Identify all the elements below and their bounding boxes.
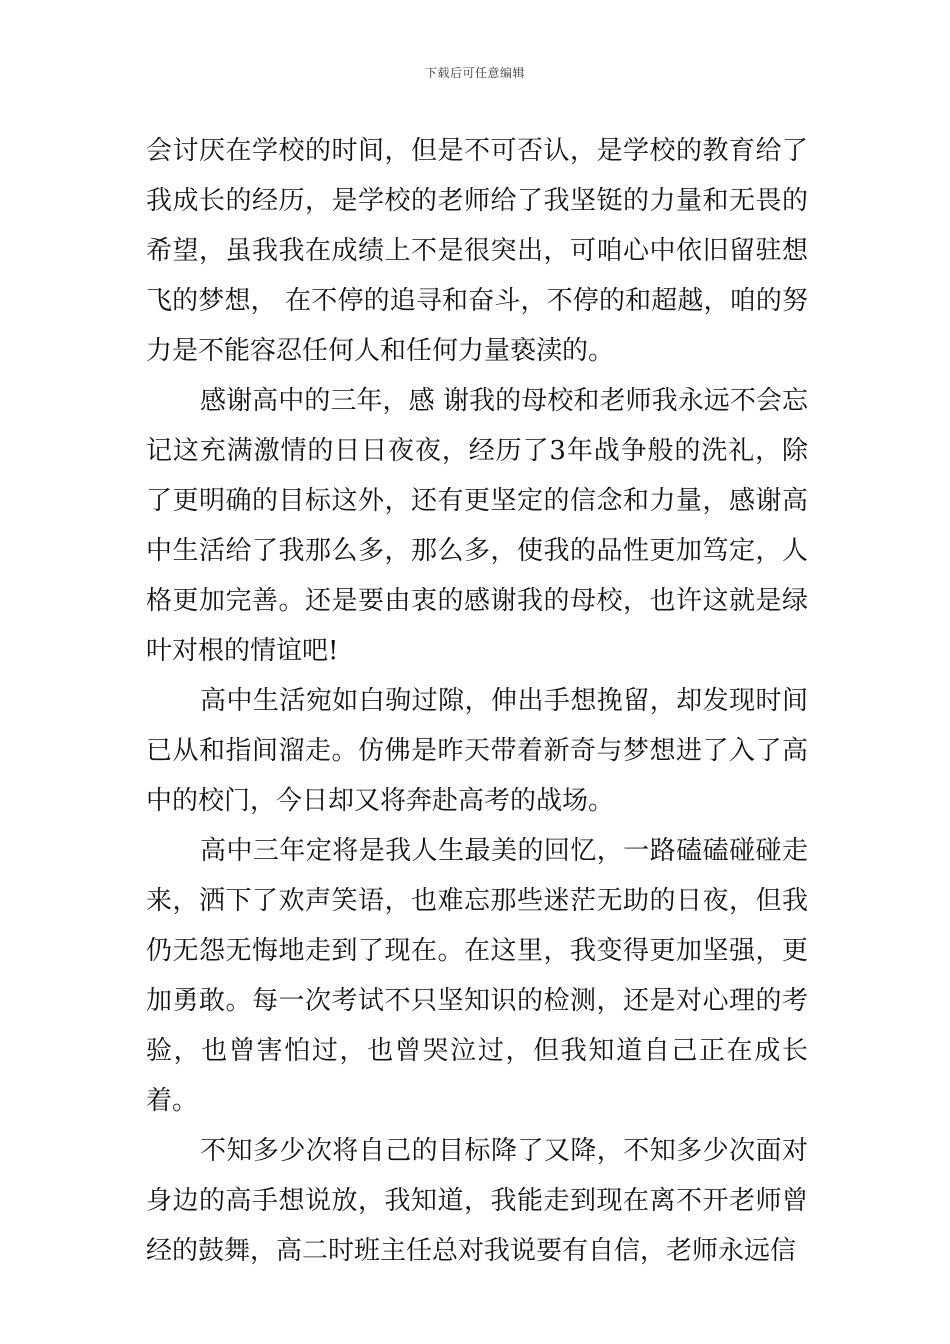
paragraph-continued: 会讨厌在学校的时间，但是不可否认，是学校的教育给了我成长的经历，是学校的老师给了我坚铤的力量和无畏的希望，虽我我在成绩上不是很突出，可咱心中依旧留驻想飞的梦想， 在不停的追寻和奋斗，不停的和超越，咱的努力是不能容忍任何人和任何力量亵渎的。	[146, 136, 808, 366]
paragraph-memories: 高中三年定将是我人生最美的回忆，一路磕磕碰碰走来，洒下了欢声笑语，也难忘那些迷茫无助的日夜，但我仍无怨无悔地走到了现在。在这里，我变得更加坚强，更加勇敢。每一次考试不只坚知识的检测，还是对心理的考验，也曾害怕过，也曾哭泣过，但我知道自己正在成长着。	[146, 836, 808, 1116]
paragraph-time-passing: 高中生活宛如白驹过隙，伸出手想挽留，却发现时间已从和指间溜走。仿佛是昨天带着新奇与梦想进了入了高中的校门，今日却又将奔赴高考的战场。	[146, 686, 808, 816]
page-header-note: 下载后可任意编辑	[424, 66, 525, 80]
paragraph-gratitude: 感谢高中的三年，感 谢我的母校和老师我永远不会忘记这充满激情的日日夜夜，经历了3年战争般的洗礼，除了更明确的目标这外，还有更坚定的信念和力量，感谢高中生活给了我那么多，那么多，使我的品性更加笃定，人格更加完善。还是要由衷的感谢我的母校，也许这就是绿叶对根的情谊吧!	[146, 386, 808, 666]
paragraph-encouragement: 不知多少次将自己的目标降了又降，不知多少次面对身边的高手想说放，我知道，我能走到现在离不开老师曾经的鼓舞，高二时班主任总对我说要有自信，老师永远信	[146, 1136, 808, 1266]
document-body	[146, 126, 808, 1276]
